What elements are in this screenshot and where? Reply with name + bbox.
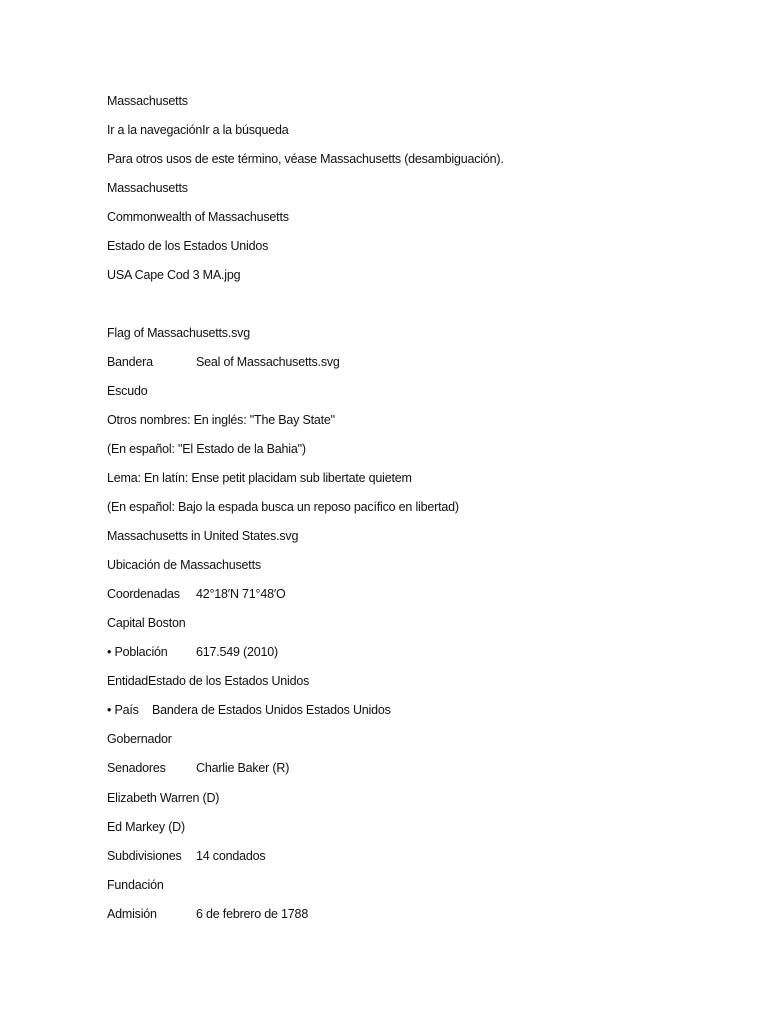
document-title: Massachusetts [107,94,188,108]
entity-type: Estado de los Estados Unidos [107,239,269,253]
country-row [107,702,391,718]
admission-value: 6 de febrero de 1788 [196,907,309,921]
coordinates-value: 42°18′N 71°48′O [196,587,286,601]
subdivisions-row [107,848,266,864]
country-label: • País [107,703,139,717]
population-value: 617.549 (2010) [196,645,278,659]
official-name: Commonwealth of Massachusetts [107,210,289,224]
motto: Lema: En latín: Ense petit placidam sub libertate quietem [107,471,412,485]
flag-filename: Flag of Massachusetts.svg [107,326,250,340]
senators-value: Charlie Baker (R) [196,761,290,775]
population-row [107,644,278,660]
navigation-links: Ir a la navegaciónIr a la búsqueda [107,123,289,137]
senators-label: Senadores [107,761,166,775]
nicknames: Otros nombres: En inglés: "The Bay State" [107,413,335,427]
coordinates-row [107,586,286,602]
population-label: • Población [107,645,168,659]
location-caption: Ubicación de Massachusetts [107,558,261,572]
motto-spanish: (En español: Bajo la espada busca un reposo pacífico en libertad) [107,500,459,514]
escudo-label: Escudo [107,384,148,398]
senators-row [107,760,290,776]
bandera-label: Bandera [107,355,153,369]
image-filename: USA Cape Cod 3 MA.jpg [107,268,241,282]
governor-label: Gobernador [107,732,172,746]
subdivisions-value: 14 condados [196,849,266,863]
admission-label: Admisión [107,907,157,921]
senator-warren: Elizabeth Warren (D) [107,791,220,805]
disambiguation-note: Para otros usos de este término, véase Massachusetts (desambiguación). [107,152,504,166]
nicknames-spanish: (En español: "El Estado de la Bahia") [107,442,306,456]
admission-row [107,906,309,922]
seal-filename: Seal of Massachusetts.svg [196,355,340,369]
map-filename: Massachusetts in United States.svg [107,529,299,543]
coordinates-label: Coordenadas [107,587,180,601]
state-name: Massachusetts [107,181,188,195]
bandera-row [107,354,340,370]
subdivisions-label: Subdivisiones [107,849,182,863]
foundation-label: Fundación [107,878,164,892]
entity-row: EntidadEstado de los Estados Unidos [107,674,310,688]
capital-row: Capital Boston [107,616,186,630]
senator-markey: Ed Markey (D) [107,820,185,834]
country-value: Bandera de Estados Unidos Estados Unidos [152,703,391,717]
